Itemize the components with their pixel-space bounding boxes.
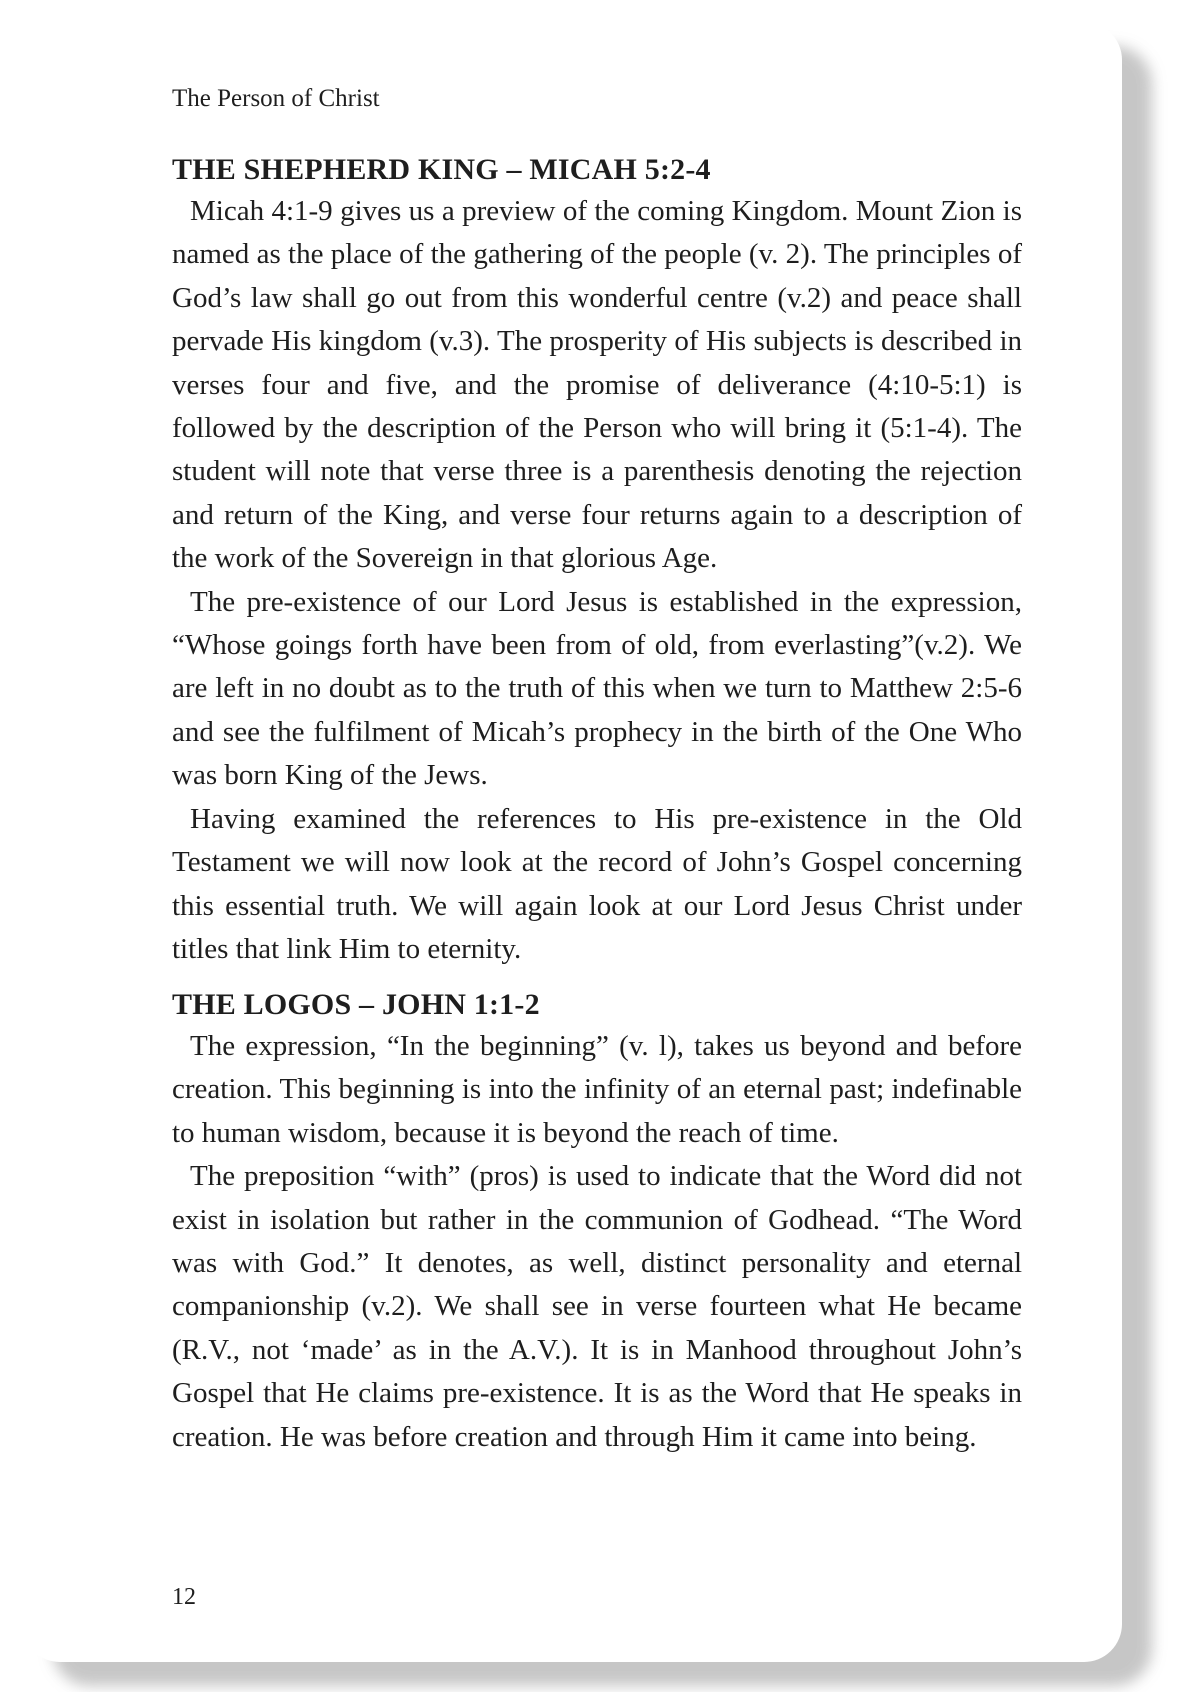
paragraph: The preposition “with” (pros) is used to indicate that the Word did not exist in isolation but rather in the communion of Godhead. “The Word was with God.” It denotes, as well, distinct personality and eternal companionship (v.2). We shall see in verse fourteen what He became (R.V., not ‘made’ as in the A.V.). It is in Manhood throughout John’s Gospel that He claims pre-existence. It is as the Word that He speaks in creation. He was before creation and through Him it came into being. <box>172 1160 1022 1453</box>
paragraph: Having examined the references to His pre-existence in the Old Testament we will now look at the record of John’s Gospel concerning this essential truth. We will again look at our Lord Jesus Christ under titles that link Him to eternity. <box>172 802 1022 965</box>
page-number: 12 <box>172 1584 196 1610</box>
section-logos <box>172 985 1022 1459</box>
section-heading: THE LOGOS – JOHN 1:1-2 <box>172 988 540 1021</box>
book-page <box>22 22 1122 1662</box>
paragraph: Micah 4:1-9 gives us a preview of the coming Kingdom. Mount Zion is named as the place of the gathering of the people (v. 2). The principles of God’s law shall go out from this wonderful centre (v.2) and peace shall pervade His kingdom (v.3). The prosperity of His subjects is described in verses four and five, and the promise of deliverance (4:10-5:1) is followed by the description of the Person who will bring it (5:1-4). The student will note that verse three is a parenthesis denoting the rejection and return of the King, and verse four returns again to a description of the work of the Sovereign in that glorious Age. <box>172 195 1022 575</box>
running-head: The Person of Christ <box>172 85 380 112</box>
section-heading: THE SHEPHERD KING – MICAH 5:2-4 <box>172 153 711 186</box>
section-shepherd-king <box>172 150 1022 971</box>
paragraph: The pre-existence of our Lord Jesus is established in the expression, “Whose goings forth have been from of old, from everlasting”(v.2). We are left in no doubt as to the truth of this when we turn to Matthew 2:5-6 and see the fulfilment of Micah’s prophecy in the birth of the One Who was born King of the Jews. <box>172 585 1022 792</box>
paragraph: The expression, “In the beginning” (v. l), takes us beyond and before creation. This beginning is into the infinity of an eternal past; indefinable to human wisdom, because it is beyond the reach of time. <box>172 1030 1022 1149</box>
